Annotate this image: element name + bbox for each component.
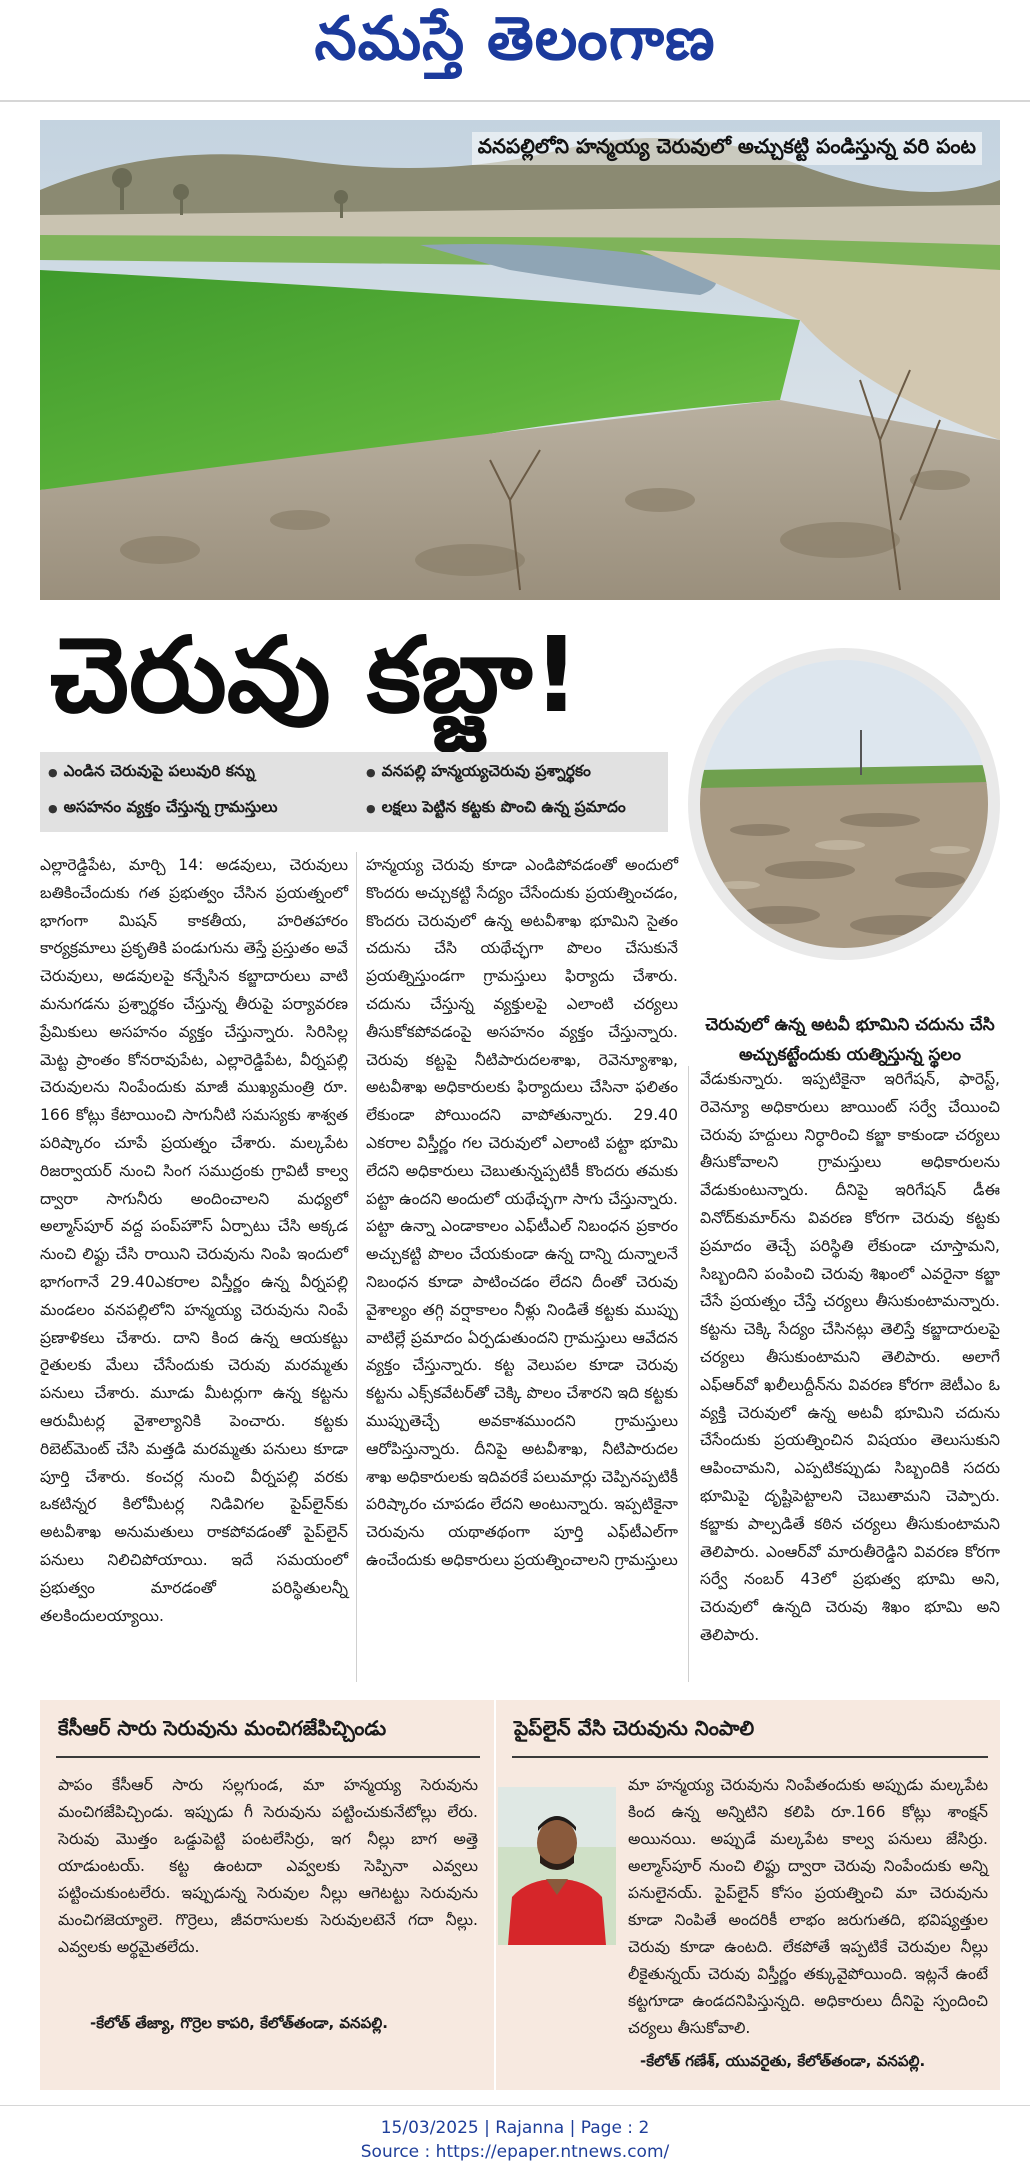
quote-box-divider bbox=[494, 1700, 496, 2090]
article-paragraph: వేడుకున్నారు. ఇప్పటికైనా ఇరిగేషన్, ఫారెస్ట్, రెవెన్యూ అధికారులు జాయింట్ సర్వే చేయించి చెరువు హద్దులు నిర్ధారించి కబ్జా కాకుండా చర్యలు తీసుకోవాలని గ్రామస్తులు అధికారులను వేడుకుంటున్నారు. దీనిపై ఇరిగేషన్ డీఈ వినోద్‌కుమార్‌ను వివరణ కోరగా చెరువు కట్టకు ప్రమాదం తెచ్చే పరిస్థితి లేకుండా చూస్తామని, సిబ్బందిని పంపించి చెరువు శిఖంలో ఎవరైనా కబ్జా చేసే ప్రయత్నం చేస్తే చర్యలు తీసుకుంటామన్నారు. కట్టను చెక్కి సేద్యం చేసినట్లు తెలిస్తే కబ్జాదారులపై చర్యలు తీసుకుంటామని తెలిపారు. అలాగే ఎఫ్ఆర్‌వో ఖలీలుద్దీన్‌ను వివరణ కోరగా జెటీఎం ఓ వ్యక్తి చెరువులో ఉన్న అటవీ భూమిని చదును చేసేందుకు ప్రయత్నించిన విషయం తెలుసుకుని ఆపించామని, ఎప్పటికప్పుడు సిబ్బందికి సదరు భూమిపై దృష్టిపెట్టాలని చెబుతామని చెప్పారు. కబ్జాకు పాల్పడితే కఠిన చర్యలు తీసుకుంటామని తెలిపారు. ఎంఆర్‌వో మారుతీరెడ్డిని వివరణ కోరగా సర్వే నంబర్ 43లో ప్రభుత్వ భూమి అని, చెరువులో ఉన్నది చెరువు శిఖం భూమి అని తెలిపారు. bbox=[700, 1070, 1000, 1644]
article-paragraph: ఎల్లారెడ్డిపేట, మార్చి 14: అడవులు, చెరువులు బతికించేందుకు గత ప్రభుత్వం చేసిన ప్రయత్నంలో భాగంగా మిషన్ కాకతీయ, హరితహారం కార్యక్రమాలు ప్రకృతికి పండుగును తెస్తే ప్రస్తుతం అవే చెరువులు, అడవులపై కన్నేసిన కబ్జాదారులు వాటి మనుగడను ప్రశ్నార్థకం చేస్తున్న తీరుపై పర్యావరణ ప్రేమికులు అసహనం వ్యక్తం చేస్తున్నారు. సిరిసిల్ల మెట్ట ప్రాంతం కోనరావుపేట, ఎల్లారెడ్డిపేట, వీర్నపల్లి చెరువులను నింపేందుకు మాజీ ముఖ్యమంత్రి రూ. 166 కోట్లు కేటాయించి సాగునీటి సమస్యకు శాశ్వత పరిష్కారం చూపే ప్రయత్నం చేశారు. మల్కపేట రిజర్వాయర్ నుంచి సింగ సముద్రంకు గ్రావిటీ కాల్వ ద్వారా సాగునీరు అందించాలని మధ్యలో అల్మాస్‌పూర్ వద్ద పంప్‌హౌస్ ఏర్పాటు చేసి అక్కడ నుంచి లిఫ్టు చేసి రాయిని చెరువును నింపి ఇందులో భాగంగానే 29.40ఎకరాల విస్తీర్ణం ఉన్న వీర్నపల్లి మండలం వనపల్లిలోని హన్మయ్య చెరువును నింపే ప్రణాళికలు చేశారు. దాని కింద ఉన్న ఆయకట్టు రైతులకు మేలు చేసేందుకు చెరువు మరమ్మతు పనులు చేశారు. మూడు మీటర్లుగా ఉన్న కట్టను ఆరుమీటర్ల వైశాల్యానికి పెంచారు. కట్టకు రిబెట్‌మెంట్ చేసి మత్తడి మరమ్మతు పనులు కూడా పూర్తి చేశారు. కంచర్ల నుంచి వీర్నపల్లి వరకు ఒకటిన్నర కిలోమీటర్ల నిడివిగల పైప్‌లైన్‌కు అటవీశాఖ అనుమతులు రాకపోవడంతో పైప్‌లైన్ పనులు నిలిచిపోయాయి. ఇదే సమయంలో ప్రభుత్వం మారడంతో పరిస్థితులన్నీ తలకిందులయ్యాయి. bbox=[40, 856, 348, 1625]
inset-photo bbox=[700, 660, 988, 948]
quote-right-title-rule bbox=[512, 1756, 988, 1758]
quote-right-text: మా హన్మయ్య చెరువును నింపేతందుకు అప్పుడు మల్కపేట కింద ఉన్న అన్నిటిని కలిపి రూ.166 కోట్లు శాంక్షన్ అయినయి. అప్పుడే మల్కపేట కాల్వ పనులు జేసిర్రు. అల్మాస్‌పూర్ నుంచి లిఫ్టు ద్వారా చెరువు నింపేందుకు అన్ని పనులైనయ్. పైప్‌లైన్ కోసం ప్రయత్నించి మా చెరువును కూడా నింపితే అందరికీ లాభం జరుగుతది, భవిష్యత్తుల చెరువు కూడా ఉంటది. లేకపోతే ఇప్పటికే చెరువుల నీల్లు లీకైతున్నయ్ చెరువు విస్తీర్ణం తక్కువైపోయింది. ఇట్లనే ఉంటే కట్టగూడా ఉండదనిపిస్తున్నది. అధికారులు దీనిపై స్పందించి చర్యలు తీసుకోవాలి. bbox=[628, 1776, 988, 2037]
cleared-land-image bbox=[700, 660, 988, 948]
deck-item: ● వనపల్లి హన్మయ్యచెరువు ప్రశ్నార్థకం bbox=[366, 762, 591, 784]
column-divider bbox=[688, 1066, 689, 1682]
deck-item: ● లక్షలు పెట్టిన కట్టకు పొంచి ఉన్న ప్రమాదం bbox=[366, 798, 626, 820]
hero-photo bbox=[40, 120, 1000, 600]
quote-left-signature: -కేలోత్ తేజ్యా, గొర్రెల కాపరి, కేలోత్‌తండా, వనపల్లి. bbox=[90, 2014, 388, 2032]
quote-right-title: పైప్‌లైన్ వేసి చెరువును నింపాలి bbox=[514, 1716, 755, 1740]
deck-highlights bbox=[40, 752, 668, 832]
hero-photo-caption: వనపల్లిలోని హన్మయ్య చెరువులో అచ్చుకట్టి పండిస్తున్న వరి పంట bbox=[472, 132, 982, 165]
masthead bbox=[0, 0, 1030, 100]
quote-left-text: పాపం కేసీఆర్ సారు సల్లగుండ, మా హన్మయ్య సెరువును మంచిగజేపిచ్చిండు. ఇప్పుడు గీ సెరువును పట్టించుకునేటోల్లు లేరు. సెరువు మొత్తం ఒడ్డుపెట్టి పంటలేసిర్రు, ఇగ నీల్లు బాగ అత్తె యాడుంటయ్. కట్ట ఉంటదా ఎవ్వలకు సెప్పినా ఎవ్వలు పట్టించుకుంటలేరు. ఇప్పుడున్న సెరువుల నీల్లు ఆగెటట్టు సెరువును మంచిగజెయ్యాలె. గొర్రెలు, జీవరాసులకు సెరువులటెనే గదా నీల్లు. ఎవ్వలకు అర్థమైతలేదు. bbox=[58, 1776, 478, 1956]
quote-left-title-rule bbox=[56, 1756, 480, 1758]
portrait-photo bbox=[498, 1787, 616, 1945]
quote-right-signature: -కేలోత్ గణేశ్, యువరైతు, కేలోత్‌తండా, వనపల్లి. bbox=[640, 2052, 926, 2070]
footer-divider bbox=[0, 2105, 1030, 2106]
deck-item: ● అసహనం వ్యక్తం చేస్తున్న గ్రామస్తులు bbox=[48, 798, 278, 820]
article-column-3 bbox=[700, 1066, 1000, 1650]
footer-edition-info: 15/03/2025 | Rajanna | Page : 2 bbox=[380, 2118, 650, 2138]
article-paragraph: హన్మయ్య చెరువు కూడా ఎండిపోవడంతో అందులో కొందరు అచ్చుకట్టి సేద్యం చేసేందుకు ప్రయత్నించడం, కొందరు చెరువులో ఉన్న అటవీశాఖ భూమిని సైతం చదును చేసి యథేచ్ఛగా పొలం చేసుకునే ప్రయత్నిస్తుండగా గ్రామస్తులు ఫిర్యాదు చేశారు. చదును చేస్తున్న వ్యక్తులపై ఎలాంటి చర్యలు తీసుకోకపోవడంపై అసహనం వ్యక్తం చేస్తున్నారు. చెరువు కట్టపై నీటిపారుదలశాఖ, రెవెన్యూశాఖ, అటవీశాఖ అధికారులకు ఫిర్యాదులు చేసినా ఫలితం లేకుండా పోయిందని వాపోతున్నారు. 29.40 ఎకరాల విస్తీర్ణం గల చెరువులో ఎలాంటి పట్టా భూమి లేదని అధికారులు చెబుతున్నప్పటికీ కొందరు తమకు పట్టా ఉందని అందులో యథేచ్ఛగా సాగు చేస్తున్నారు. పట్టా ఉన్నా ఎండాకాలం ఎఫ్‌టీఎల్ నిబంధన ప్రకారం అచ్చుకట్టి పొలం చేయకుండా ఉన్న దాన్ని దున్నాలనే నిబంధన కూడా పాటించడం లేదని దీంతో చెరువు వైశాల్యం తగ్గి వర్షాకాలం నీళ్లు నిండితే కట్టకు ముప్పు వాటిల్లే ప్రమాదం ఏర్పడుతుందని గ్రామస్తులు ఆవేదన వ్యక్తం చేస్తున్నారు. కట్ట వెలుపల కూడా చెరువు కట్టను ఎక్స్‌కవేటర్‌తో చెక్కి పొలం చేశారని ఇది కట్టకు ముప్పుతెచ్చే అవకాశముందని గ్రామస్తులు ఆరోపిస్తున్నారు. దీనిపై అటవీశాఖ, నీటిపారుదల శాఖ అధికారులకు ఇదివరకే పలుమార్లు చెప్పినప్పటికీ పరిష్కారం చూపడం లేదని అంటున్నారు. ఇప్పటికైనా చెరువును యథాతథంగా పూర్తి ఎఫ్‌టీఎల్‌గా ఉంచేందుకు అధికారులు ప్రయత్నించాలని గ్రామస్తులు bbox=[366, 856, 678, 1569]
article-column-2 bbox=[366, 852, 678, 1575]
masthead-divider bbox=[0, 100, 1030, 102]
footer-source-link[interactable]: Source : https://epaper.ntnews.com/ bbox=[360, 2142, 670, 2162]
headline: చెరువు కబ్జా! bbox=[50, 614, 580, 736]
column-divider bbox=[356, 852, 357, 1682]
deck-item: ● ఎండిన చెరువుపై పలువురి కన్ను bbox=[48, 762, 255, 784]
quote-right-text-top bbox=[628, 1772, 988, 2042]
paddy-field-image bbox=[40, 120, 1000, 600]
quote-left-title: కేసీఆర్ సారు సెరువును మంచిగజేపిచ్చిండు bbox=[58, 1716, 387, 1740]
masthead-title: నమస్తే తెలంగాణ bbox=[314, 4, 716, 74]
farmer-portrait-image bbox=[498, 1787, 616, 1945]
inset-photo-caption: చెరువులో ఉన్న అటవీ భూమిని చదును చేసి అచ్చుకట్టేందుకు యత్నిస్తున్న స్థలం bbox=[705, 1015, 995, 1065]
article-column-1 bbox=[40, 852, 348, 1630]
